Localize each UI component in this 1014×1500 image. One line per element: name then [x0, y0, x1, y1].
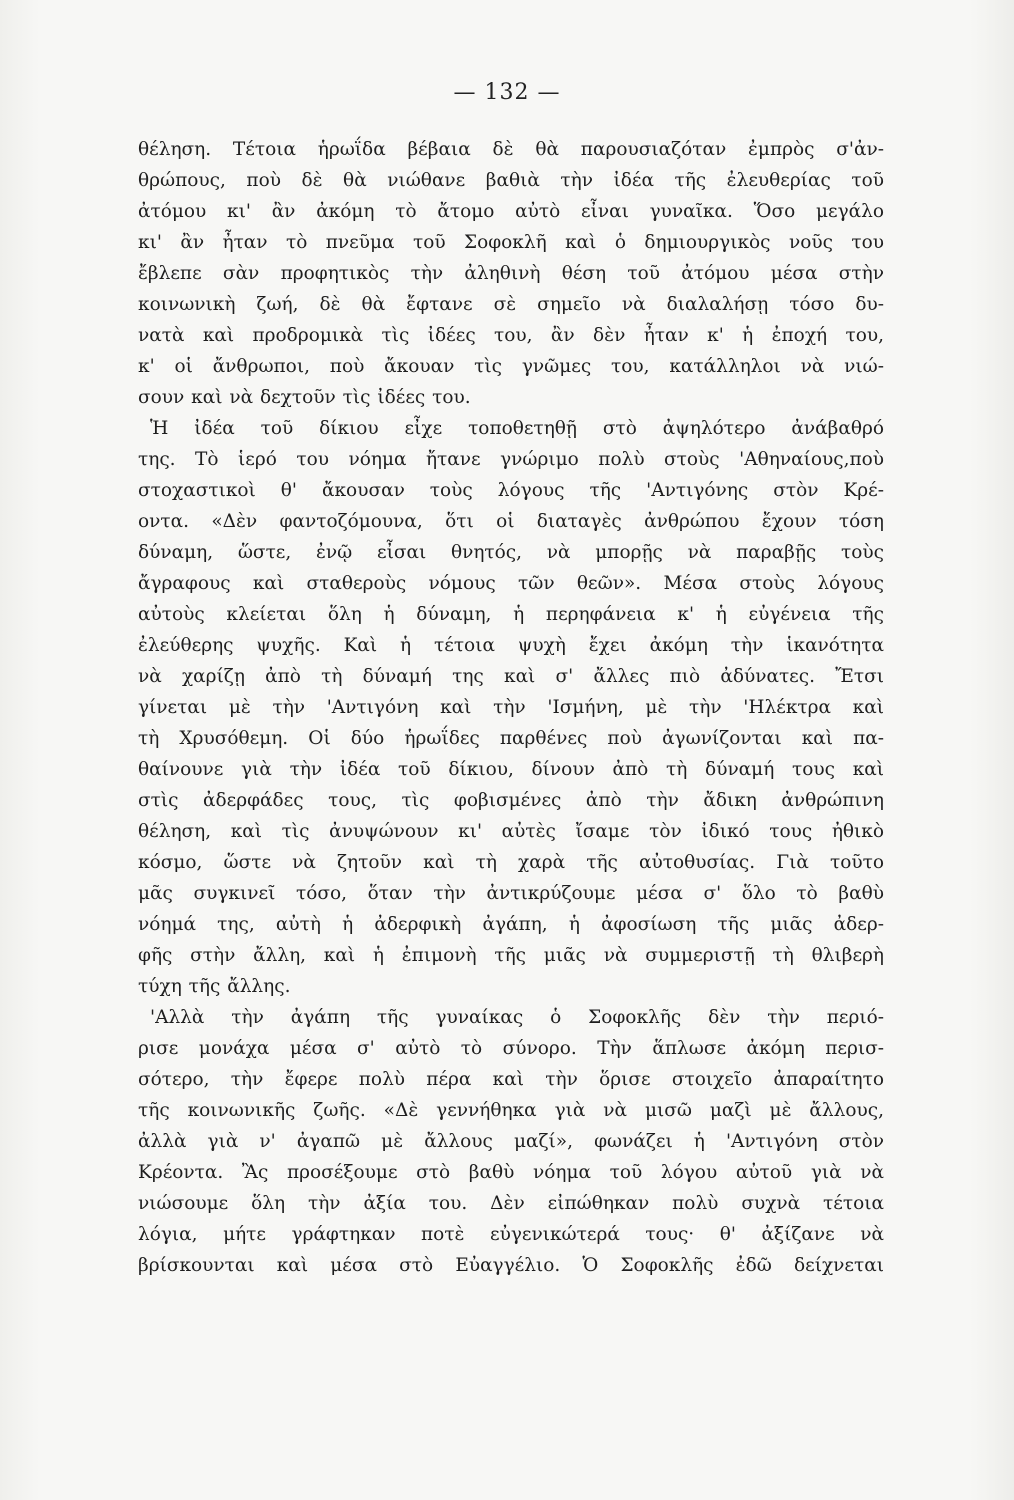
text-line: λόγια, μήτε γράφτηκαν ποτὲ εὐγενικώτερά τους· θ' ἀξίζανε νὰ [138, 1224, 884, 1245]
text-line: 'Αλλὰ τὴν ἀγάπη τῆς γυναίκας ὁ Σοφοκλῆς δὲν τὴν περιό- [150, 1007, 884, 1028]
text-line: αὐτοὺς κλείεται ὅλη ἡ δύναμη, ἡ περηφάνεια κ' ἡ εὐγένεια τῆς [138, 604, 884, 625]
text-line: φῆς στὴν ἄλλη, καὶ ἡ ἐπιμονὴ τῆς μιᾶς νὰ συμμεριστῇ τὴ θλιβερὴ [138, 945, 884, 966]
page-number: — 132 — [453, 80, 561, 105]
text-line: στοχαστικοὶ θ' ἄκουσαν τοὺς λόγους τῆς 'Αντιγόνης στὸν Κρέ- [138, 480, 884, 501]
text-line: μᾶς συγκινεῖ τόσο, ὅταν τὴν ἀντικρύζουμε μέσα σ' ὅλο τὸ βαθὺ [138, 883, 884, 904]
text-line: ἀλλὰ γιὰ ν' ἀγαπῶ μὲ ἄλλους μαζί», φωνάζει ἡ 'Αντιγόνη στὸν [138, 1131, 884, 1152]
text-line: θέληση, καὶ τὶς ἀνυψώνουν κι' αὐτὲς ἴσαμε τὸν ἰδικό τους ἠθικὸ [138, 821, 884, 842]
text-line: ἔβλεπε σὰν προφητικὸς τὴν ἀληθινὴ θέση τοῦ ἀτόμου μέσα στὴν [138, 263, 884, 284]
text-line: θρώπους, ποὺ δὲ θὰ νιώθανε βαθιὰ τὴν ἰδέα τῆς ἐλευθερίας τοῦ [138, 170, 884, 191]
text-line: Ἡ ἰδέα τοῦ δίκιου εἶχε τοποθετηθῇ στὸ ἀψηλότερο ἀνάβαθρό [150, 418, 884, 439]
text-line: νατὰ καὶ προδρομικὰ τὶς ἰδέες του, ἂν δὲν ἦταν κ' ἡ ἐποχή του, [138, 325, 884, 346]
text-line: κ' οἱ ἄνθρωποι, ποὺ ἄκουαν τὶς γνῶμες του, κατάλληλοι νὰ νιώ- [138, 356, 884, 377]
text-line: νὰ χαρίζῃ ἀπὸ τὴ δύναμή της καὶ σ' ἄλλες πιὸ ἀδύνατες. Ἔτσι [138, 666, 884, 687]
text-line: νιώσουμε ὅλη τὴν ἀξία του. Δὲν εἰπώθηκαν πολὺ συχνὰ τέτοια [138, 1193, 884, 1214]
text-line: τύχη τῆς ἄλλης. [138, 976, 291, 997]
text-line: ἀτόμου κι' ἂν ἀκόμη τὸ ἄτομο αὐτὸ εἶναι γυναῖκα. Ὅσο μεγάλο [138, 201, 884, 222]
text-line: οντα. «Δὲν φαντοζόμουνα, ὅτι οἱ διαταγὲς ἀνθρώπου ἔχουν τόση [138, 511, 884, 532]
text-line: ρισε μονάχα μέσα σ' αὐτὸ τὸ σύνορο. Τὴν ἅπλωσε ἀκόμη περισ- [138, 1038, 884, 1059]
text-line: νόημά της, αὐτὴ ἡ ἀδερφικὴ ἀγάπη, ἡ ἀφοσίωση τῆς μιᾶς ἀδερ- [138, 914, 884, 935]
text-line: τὴ Χρυσόθεμη. Οἱ δύο ἡρωΐδες παρθένες ποὺ ἀγωνίζονται καὶ πα- [138, 728, 884, 749]
text-line: σότερο, τὴν ἔφερε πολὺ πέρα καὶ τὴν ὅρισε στοιχεῖο ἀπαραίτητο [138, 1069, 884, 1090]
body-text [138, 134, 884, 1281]
text-line: σουν καὶ νὰ δεχτοῦν τὶς ἰδέες του. [138, 387, 471, 408]
text-line: θαίνουνε γιὰ τὴν ἰδέα τοῦ δίκιου, δίνουν ἀπὸ τὴ δύναμή τους καὶ [138, 759, 884, 780]
text-line: κόσμο, ὥστε νὰ ζητοῦν καὶ τὴ χαρὰ τῆς αὐτοθυσίας. Γιὰ τοῦτο [138, 852, 884, 873]
text-line: βρίσκουνται καὶ μέσα στὸ Εὐαγγέλιο. Ὁ Σοφοκλῆς ἐδῶ δείχνεται [138, 1255, 884, 1276]
text-line: θέληση. Τέτοια ἡρωΐδα βέβαια δὲ θὰ παρουσιαζόταν ἐμπρὸς σ'ἀν- [138, 139, 884, 160]
text-line: γίνεται μὲ τὴν 'Αντιγόνη καὶ τὴν 'Ισμήνη, μὲ τὴν 'Ηλέκτρα καὶ [138, 697, 884, 718]
text-line: κι' ἂν ἦταν τὸ πνεῦμα τοῦ Σοφοκλῆ καὶ ὁ δημιουργικὸς νοῦς του [138, 232, 884, 253]
text-line: τῆς κοινωνικῆς ζωῆς. «Δὲ γεννήθηκα γιὰ νὰ μισῶ μαζὶ μὲ ἄλλους, [138, 1100, 884, 1121]
text-line: Κρέοντα. Ἂς προσέξουμε στὸ βαθὺ νόημα τοῦ λόγου αὐτοῦ γιὰ νὰ [138, 1162, 884, 1183]
text-line: ἄγραφους καὶ σταθεροὺς νόμους τῶν θεῶν». Μέσα στοὺς λόγους [138, 573, 884, 594]
text-line: στὶς ἀδερφάδες τους, τὶς φοβισμένες ἀπὸ τὴν ἄδικη ἀνθρώπινη [138, 790, 884, 811]
text-line: της. Τὸ ἱερό του νόημα ἤτανε γνώριμο πολὺ στοὺς 'Αθηναίους,ποὺ [138, 449, 884, 470]
text-line: δύναμη, ὥστε, ἐνῷ εἶσαι θνητός, νὰ μπορῇς νὰ παραβῇς τοὺς [138, 542, 884, 563]
text-line: ἐλεύθερης ψυχῆς. Καὶ ἡ τέτοια ψυχὴ ἔχει ἀκόμη τὴν ἱκανότητα [138, 635, 884, 656]
text-line: κοινωνικὴ ζωή, δὲ θὰ ἔφτανε σὲ σημεῖο νὰ διαλαλήσῃ τόσο δυ- [138, 294, 884, 315]
